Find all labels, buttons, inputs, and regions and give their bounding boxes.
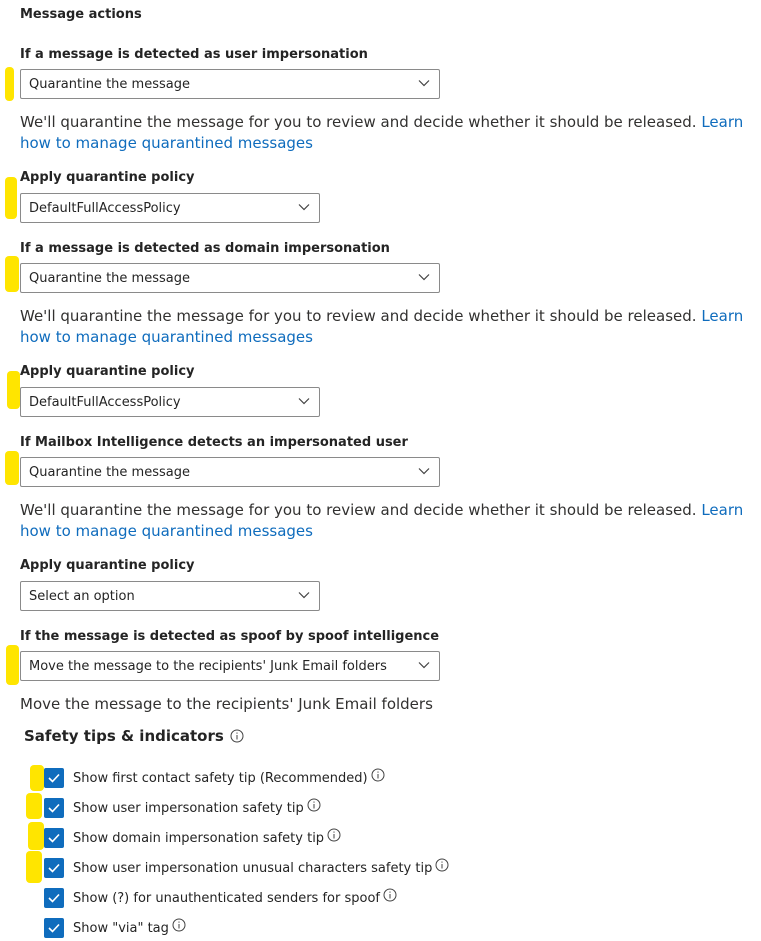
learn-more-link[interactable]: Learn how to manage quarantined messages [20,307,744,346]
dropdown-value: Select an option [29,589,135,604]
chevron-down-icon [298,591,310,599]
checkbox-label: Show user impersonation unusual characters safety tip [73,860,433,876]
mailbox-intelligence-dropdown[interactable] [20,457,440,487]
chevron-down-icon [418,661,430,669]
checkbox[interactable] [44,798,64,818]
safety-tips-heading [24,727,244,745]
description-text: We'll quarantine the message for you to review and decide whether it should be released. [20,501,697,519]
mailbox-quarantine-policy-dropdown[interactable] [20,581,320,611]
checkmark-icon [48,833,60,843]
checkbox[interactable] [44,828,64,848]
description-text: We'll quarantine the message for you to review and decide whether it should be released. [20,113,697,131]
checkmark-icon [48,773,60,783]
chevron-down-icon [418,79,430,87]
chevron-down-icon [418,273,430,281]
learn-more-link[interactable]: Learn how to manage quarantined messages [20,113,744,152]
checkbox-label: Show "via" tag [73,920,169,936]
spoof-description: Move the message to the recipients' Junk Email folders [20,695,433,713]
checkbox-label: Show first contact safety tip (Recommended) [73,770,368,786]
dropdown-value: Quarantine the message [29,465,190,480]
info-icon[interactable] [371,768,385,782]
checkbox-label: Show domain impersonation safety tip [73,830,325,846]
highlight-mark [5,177,17,219]
dropdown-value: DefaultFullAccessPolicy [29,201,181,216]
checkbox[interactable] [44,768,64,788]
chevron-down-icon [418,467,430,475]
domain-quarantine-policy-label: Apply quarantine policy [20,364,195,379]
highlight-mark [26,793,42,819]
info-icon[interactable] [327,828,341,842]
dropdown-value: DefaultFullAccessPolicy [29,395,181,410]
info-icon[interactable] [383,888,397,902]
checkmark-icon [48,893,60,903]
safety-tip-option[interactable] [44,828,341,848]
safety-tip-option[interactable] [44,798,321,818]
domain-quarantine-policy-dropdown[interactable] [20,387,320,417]
spoof-action-dropdown[interactable] [20,651,440,681]
mailbox-intelligence-label: If Mailbox Intelligence detects an impersonated user [20,435,408,450]
highlight-mark [7,371,20,409]
user-quarantine-policy-label: Apply quarantine policy [20,170,195,185]
checkmark-icon [48,863,60,873]
domain-impersonation-dropdown[interactable] [20,263,440,293]
chevron-down-icon [298,203,310,211]
user-impersonation-label: If a message is detected as user impersonation [20,47,368,62]
safety-tip-option[interactable] [44,918,186,938]
user-quarantine-policy-dropdown[interactable] [20,193,320,223]
user-impersonation-dropdown[interactable] [20,69,440,99]
checkbox[interactable] [44,888,64,908]
domain-impersonation-description [20,306,755,348]
chevron-down-icon [298,397,310,405]
spoof-label: If the message is detected as spoof by spoof intelligence [20,629,440,644]
description-text: We'll quarantine the message for you to review and decide whether it should be released. [20,307,697,325]
info-icon[interactable] [172,918,186,932]
safety-tips-title: Safety tips & indicators [24,727,224,745]
checkbox[interactable] [44,918,64,938]
highlight-mark [26,851,42,883]
highlight-mark [5,67,14,101]
info-icon[interactable] [307,798,321,812]
checkbox-label: Show user impersonation safety tip [73,800,304,816]
safety-tip-option[interactable] [44,858,449,878]
safety-tip-option[interactable] [44,768,385,788]
checkmark-icon [48,803,60,813]
safety-tip-option[interactable] [44,888,397,908]
dropdown-value: Move the message to the recipients' Junk Email folders [29,659,387,674]
dropdown-value: Quarantine the message [29,77,190,92]
mailbox-quarantine-policy-label: Apply quarantine policy [20,558,195,573]
info-icon[interactable] [230,729,244,743]
checkbox[interactable] [44,858,64,878]
highlight-mark [28,822,44,850]
domain-impersonation-label: If a message is detected as domain impersonation [20,241,390,256]
dropdown-value: Quarantine the message [29,271,190,286]
highlight-mark [30,765,44,791]
info-icon[interactable] [435,858,449,872]
mailbox-intelligence-description [20,500,755,542]
checkbox-label: Show (?) for unauthenticated senders for spoof [73,890,380,906]
section-title: Message actions [20,7,142,22]
user-impersonation-description [20,112,755,154]
highlight-mark [5,256,19,292]
highlight-mark [6,645,19,685]
highlight-mark [5,451,19,485]
checkmark-icon [48,923,60,933]
learn-more-link[interactable]: Learn how to manage quarantined messages [20,501,744,540]
